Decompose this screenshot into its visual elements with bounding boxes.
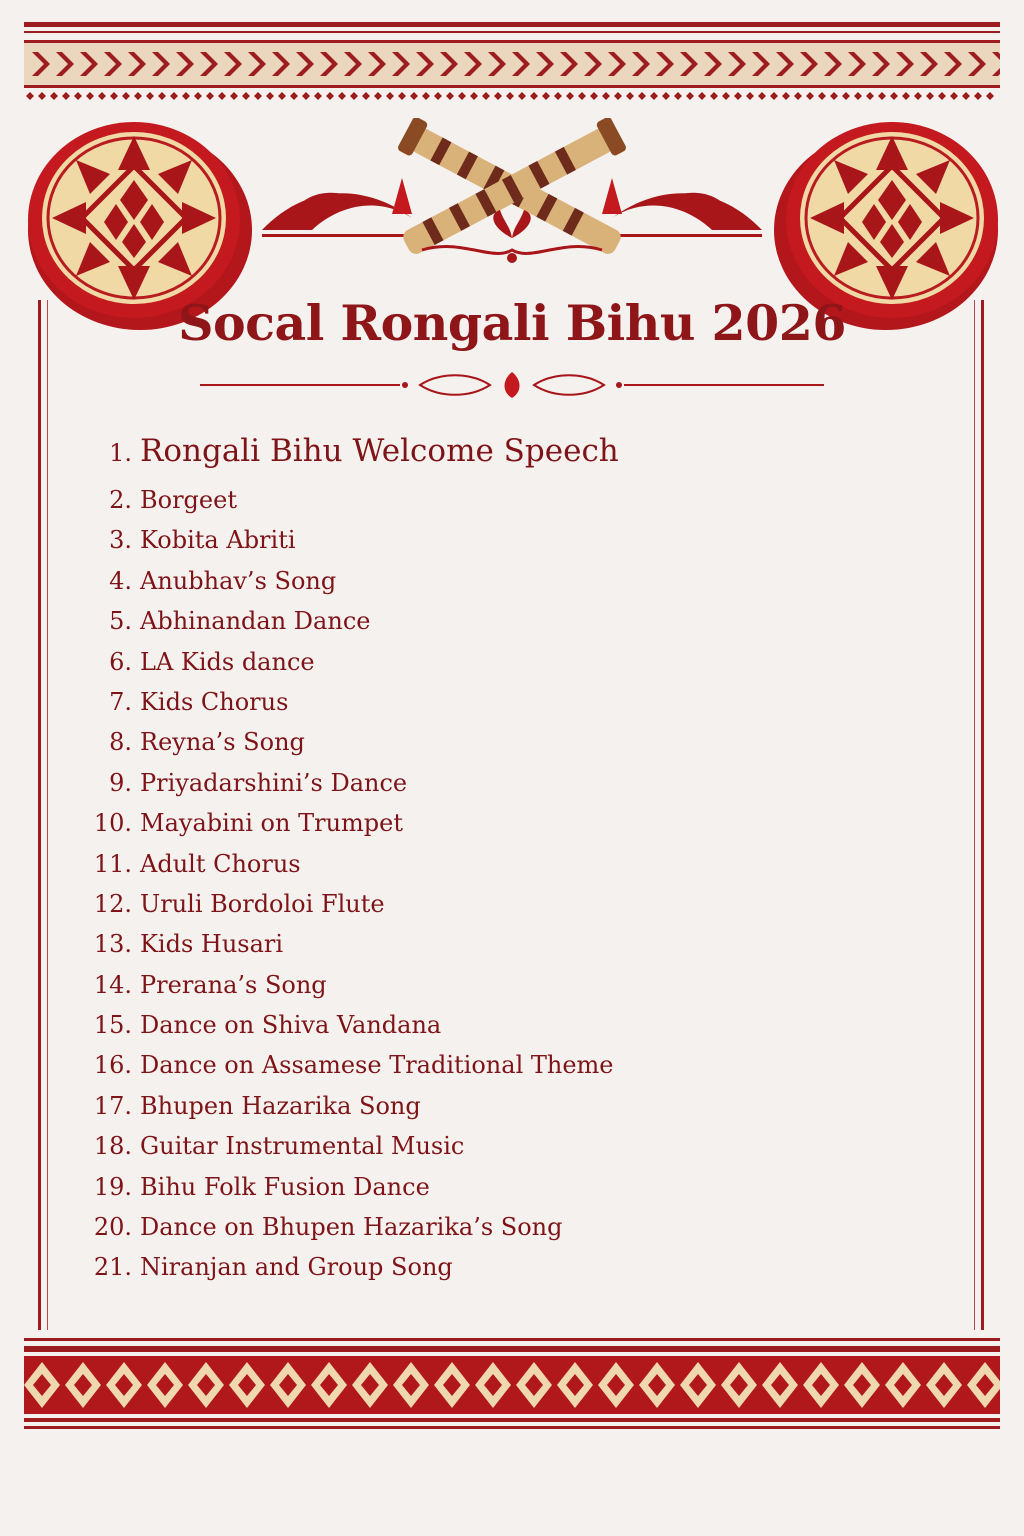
- program-item-label: Guitar Instrumental Music: [140, 1132, 465, 1161]
- program-item-number: 18.: [93, 1132, 132, 1161]
- program-item-label: Rongali Bihu Welcome Speech: [140, 433, 619, 469]
- program-item-label: Bhupen Hazarika Song: [140, 1091, 421, 1120]
- program-item: [78, 480, 938, 520]
- program-item: [78, 1086, 938, 1126]
- program-item: [78, 601, 938, 641]
- program-item-label: LA Kids dance: [140, 647, 315, 676]
- program-item-label: Prerana’s Song: [140, 970, 327, 999]
- program-item: [78, 763, 938, 803]
- program-item-label: Niranjan and Group Song: [140, 1253, 453, 1282]
- program-item-number: 7.: [109, 687, 132, 716]
- program-item-label: Uruli Bordoloi Flute: [140, 889, 385, 918]
- title-divider: [200, 370, 824, 400]
- program-item-number: 20.: [93, 1213, 132, 1242]
- pepa-horn-icon: [252, 118, 772, 278]
- program-item: [78, 884, 938, 924]
- program-item: [78, 642, 938, 682]
- program-item-number: 11.: [93, 849, 132, 878]
- program-item: [78, 844, 938, 884]
- bottom-border-band: [24, 1330, 1000, 1436]
- program-item: [78, 1045, 938, 1085]
- program-item-label: Kobita Abriti: [140, 526, 296, 555]
- program-item-number: 13.: [93, 930, 132, 959]
- program-item-label: Priyadarshini’s Dance: [140, 768, 408, 797]
- program-item: [78, 722, 938, 762]
- program-item-label: Dance on Assamese Traditional Theme: [140, 1051, 614, 1080]
- program-item: [78, 965, 938, 1005]
- program-item-number: 2.: [109, 486, 132, 514]
- program-item-number: 1.: [109, 439, 132, 467]
- program-item: [78, 1167, 938, 1207]
- program-item-number: 6.: [109, 647, 132, 676]
- program-item-number: 16.: [93, 1051, 132, 1080]
- program-item-number: 14.: [93, 970, 132, 999]
- program-item-label: Dance on Bhupen Hazarika’s Song: [140, 1213, 563, 1242]
- program-item: [78, 428, 938, 480]
- program-item-label: Borgeet: [140, 486, 237, 514]
- program-item-label: Abhinandan Dance: [140, 607, 371, 636]
- program-item-number: 3.: [109, 526, 132, 555]
- program-item: [78, 924, 938, 964]
- program-item-number: 4.: [109, 566, 132, 595]
- program-item: [78, 803, 938, 843]
- program-item-number: 10.: [93, 809, 132, 838]
- program-item: [78, 1247, 938, 1287]
- program-item-label: Bihu Folk Fusion Dance: [140, 1172, 430, 1201]
- program-item: [78, 1005, 938, 1045]
- program-item: [78, 1126, 938, 1166]
- program-item-number: 15.: [93, 1011, 132, 1040]
- program-item-number: 5.: [109, 607, 132, 636]
- top-border-band: [24, 22, 1000, 102]
- program-item-number: 17.: [93, 1091, 132, 1120]
- program-item: [78, 1207, 938, 1247]
- program-item-label: Dance on Shiva Vandana: [140, 1011, 442, 1040]
- program-list: [78, 428, 938, 1288]
- program-item-label: Mayabini on Trumpet: [140, 809, 403, 838]
- program-item-label: Kids Husari: [140, 930, 284, 959]
- page-title: Socal Rongali Bihu 2026: [178, 294, 846, 352]
- program-item-number: 19.: [93, 1172, 132, 1201]
- program-item-number: 21.: [93, 1253, 132, 1282]
- program-item-number: 8.: [109, 728, 132, 757]
- program-item: [78, 682, 938, 722]
- program-item-number: 9.: [109, 768, 132, 797]
- program-item-number: 12.: [93, 889, 132, 918]
- program-item-label: Kids Chorus: [140, 687, 289, 716]
- program-item: [78, 561, 938, 601]
- program-item-label: Anubhav’s Song: [140, 566, 337, 595]
- program-item-label: Reyna’s Song: [140, 728, 305, 757]
- program-item-label: Adult Chorus: [140, 849, 301, 878]
- program-item: [78, 520, 938, 560]
